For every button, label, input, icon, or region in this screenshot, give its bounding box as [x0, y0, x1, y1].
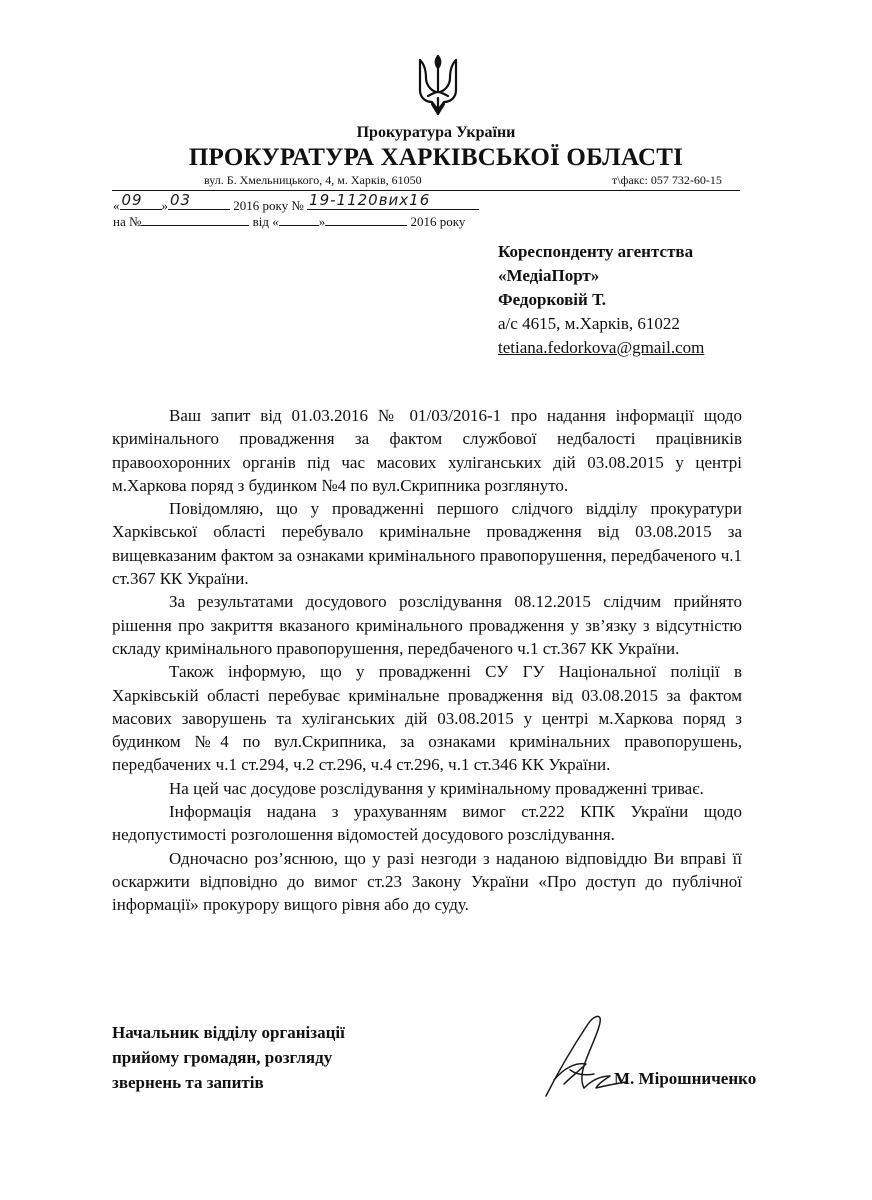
paragraph: Також інформую, що у провадженні СУ ГУ Національної поліції в Харківській області перебуває кримінальне провадження від 03.08.2015 за фактом масових заворушень та хуліганських дій 03.08.2015 у центрі м.Харкова поряд з будинком №4 по вул.Скрипника, за ознаками кримінальних правопорушень, передбачених ч.1 ст.294, ч.2 ст.296, ч.4 ст.296, ч.1 ст.346 КК України. — [112, 662, 742, 775]
reference-number-line: на № від « » 2016 року — [113, 214, 466, 229]
recipient-address: а/с 4615, м.Харків, 61022 — [498, 314, 680, 333]
recipient-block — [498, 240, 704, 360]
organization-name: ПРОКУРАТУРА ХАРКІВСЬКОЇ ОБЛАСТІ — [188, 144, 684, 171]
date-month-field: 03 — [168, 197, 230, 210]
paragraph: Одночасно роз’яснюю, що у разі незгоди з наданою відповіддю Ви вправі її оскаржити відповідно до вимог ст.23 Закону України «Про доступ до публічної інформації» прокурору вищого рівня або до суду. — [112, 848, 742, 915]
outgoing-number-line: « 09 » 03 2016 року № 19-1120вих16 — [113, 197, 479, 214]
organization-phone: т\факс: 057 732-60-15 — [612, 173, 722, 187]
organization-parent: Прокуратура України — [356, 124, 516, 141]
recipient-email-link[interactable]: tetiana.fedorkova@gmail.com — [498, 338, 705, 357]
outgoing-number-field: 19-1120вих16 — [307, 197, 479, 210]
recipient-name: Федорковій Т. — [498, 290, 606, 309]
trident-icon — [416, 52, 460, 118]
recipient-agency: «МедіаПорт» — [498, 266, 600, 285]
paragraph: Інформація надана з урахуванням вимог ст.222 КПК України щодо недопустимості розголошення відомостей досудового розслідування. — [112, 802, 742, 845]
organization-address: вул. Б. Хмельницького, 4, м. Харків, 61050 — [204, 173, 422, 187]
paragraph: На цей час досудове розслідування у кримінальному провадженні триває. — [169, 778, 704, 798]
letter-body — [112, 404, 742, 917]
paragraph: Ваш запит від 01.03.2016 № 01/03/2016-1 про надання інформації щодо кримінального провадження за фактом службової недбалості працівників правоохоронних органів під час масових хуліганських дій 03.08.2015 у центрі м.Харкова поряд з будинком №4 по вул.Скрипника розглянуто. — [112, 406, 742, 495]
date-day-field: 09 — [120, 197, 162, 210]
recipient-title: Кореспонденту агентства — [498, 242, 694, 261]
paragraph: Повідомляю, що у провадженні першого слідчого відділу прокуратури Харківської області перебувало кримінальне провадження від 03.08.2015 за вищевказаним фактом за ознаками кримінального правопорушення, передбаченого ч.1 ст.367 КК України. — [112, 499, 742, 589]
handwritten-signature — [540, 1010, 640, 1105]
signatory-name: М. Мірошниченко — [614, 1069, 757, 1088]
signatory-title: Начальник відділу організації прийому громадян, розгляду звернень та запитів — [112, 1023, 345, 1092]
paragraph: За результатами досудового розслідування 08.12.2015 слідчим прийнято рішення про закриття вказаного кримінального провадження у зв’язку з відсутністю складу кримінального правопорушення, передбаченого ч.1 ст.367 КК України. — [112, 592, 742, 658]
